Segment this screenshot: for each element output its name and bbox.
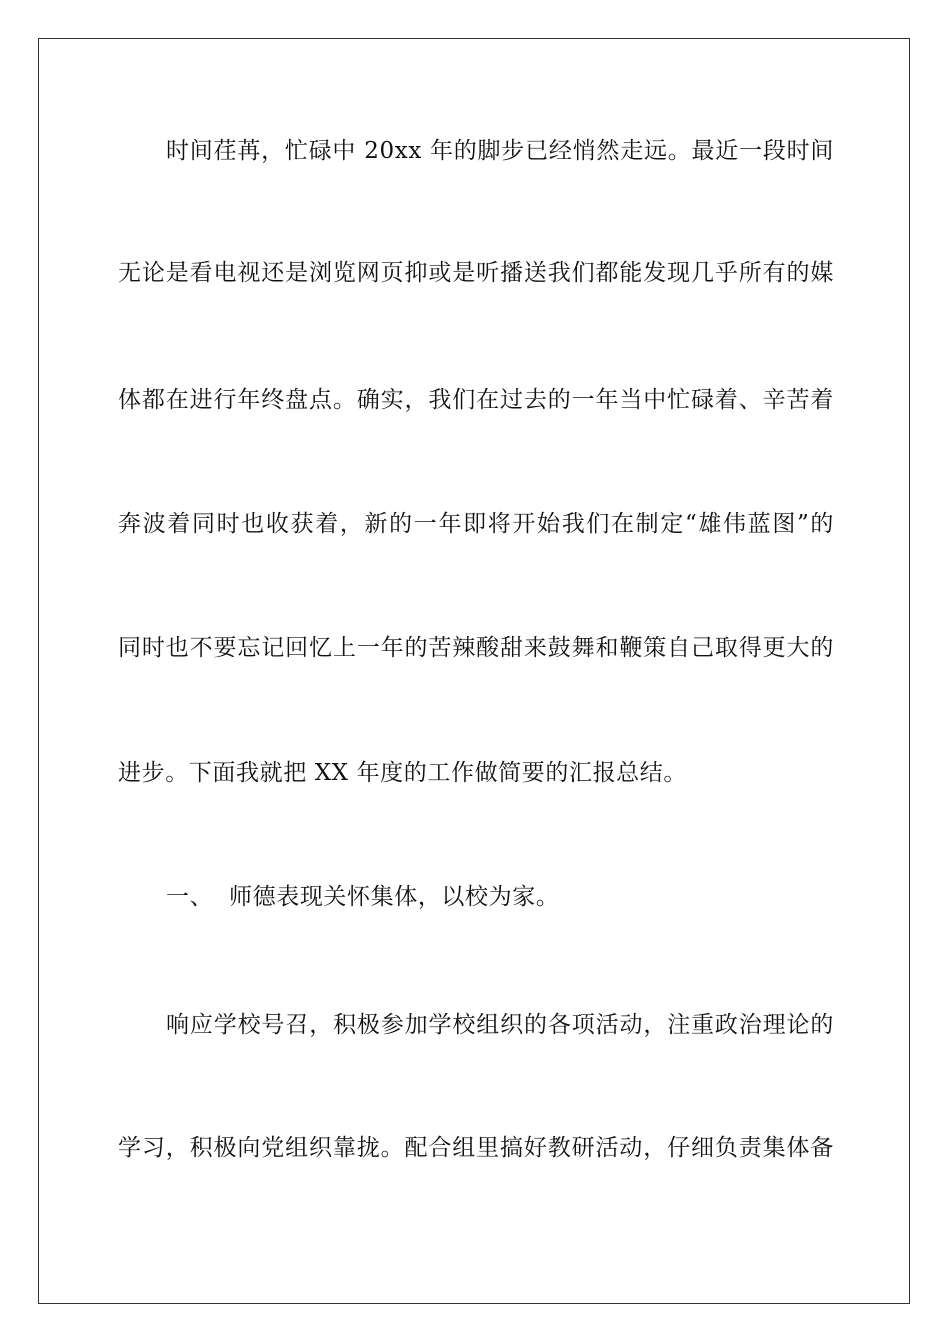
page-frame	[38, 38, 910, 1304]
paragraph-line-7: 响应学校号召，积极参加学校组织的各项活动，注重政治理论的	[166, 1012, 834, 1038]
paragraph-line-6: 进步。下面我就把 XX 年度的工作做简要的汇报总结。	[118, 760, 687, 786]
section-heading: 一、 师德表现关怀集体，以校为家。	[166, 884, 560, 910]
paragraph-line-2: 无论是看电视还是浏览网页抑或是听播送我们都能发现几乎所有的媒	[118, 260, 834, 286]
paragraph-line-5: 同时也不要忘记回忆上一年的苦辣酸甜来鼓舞和鞭策自己取得更大的	[118, 635, 834, 661]
paragraph-line-4: 奔波着同时也收获着，新的一年即将开始我们在制定“雄伟蓝图”的	[118, 511, 834, 537]
paragraph-line-3: 体都在进行年终盘点。确实，我们在过去的一年当中忙碌着、辛苦着	[118, 387, 834, 413]
paragraph-line-1: 时间荏苒，忙碌中 20xx 年的脚步已经悄然走远。最近一段时间	[166, 138, 834, 164]
paragraph-line-8: 学习，积极向党组织靠拢。配合组里搞好教研活动，仔细负责集体备	[118, 1135, 834, 1161]
